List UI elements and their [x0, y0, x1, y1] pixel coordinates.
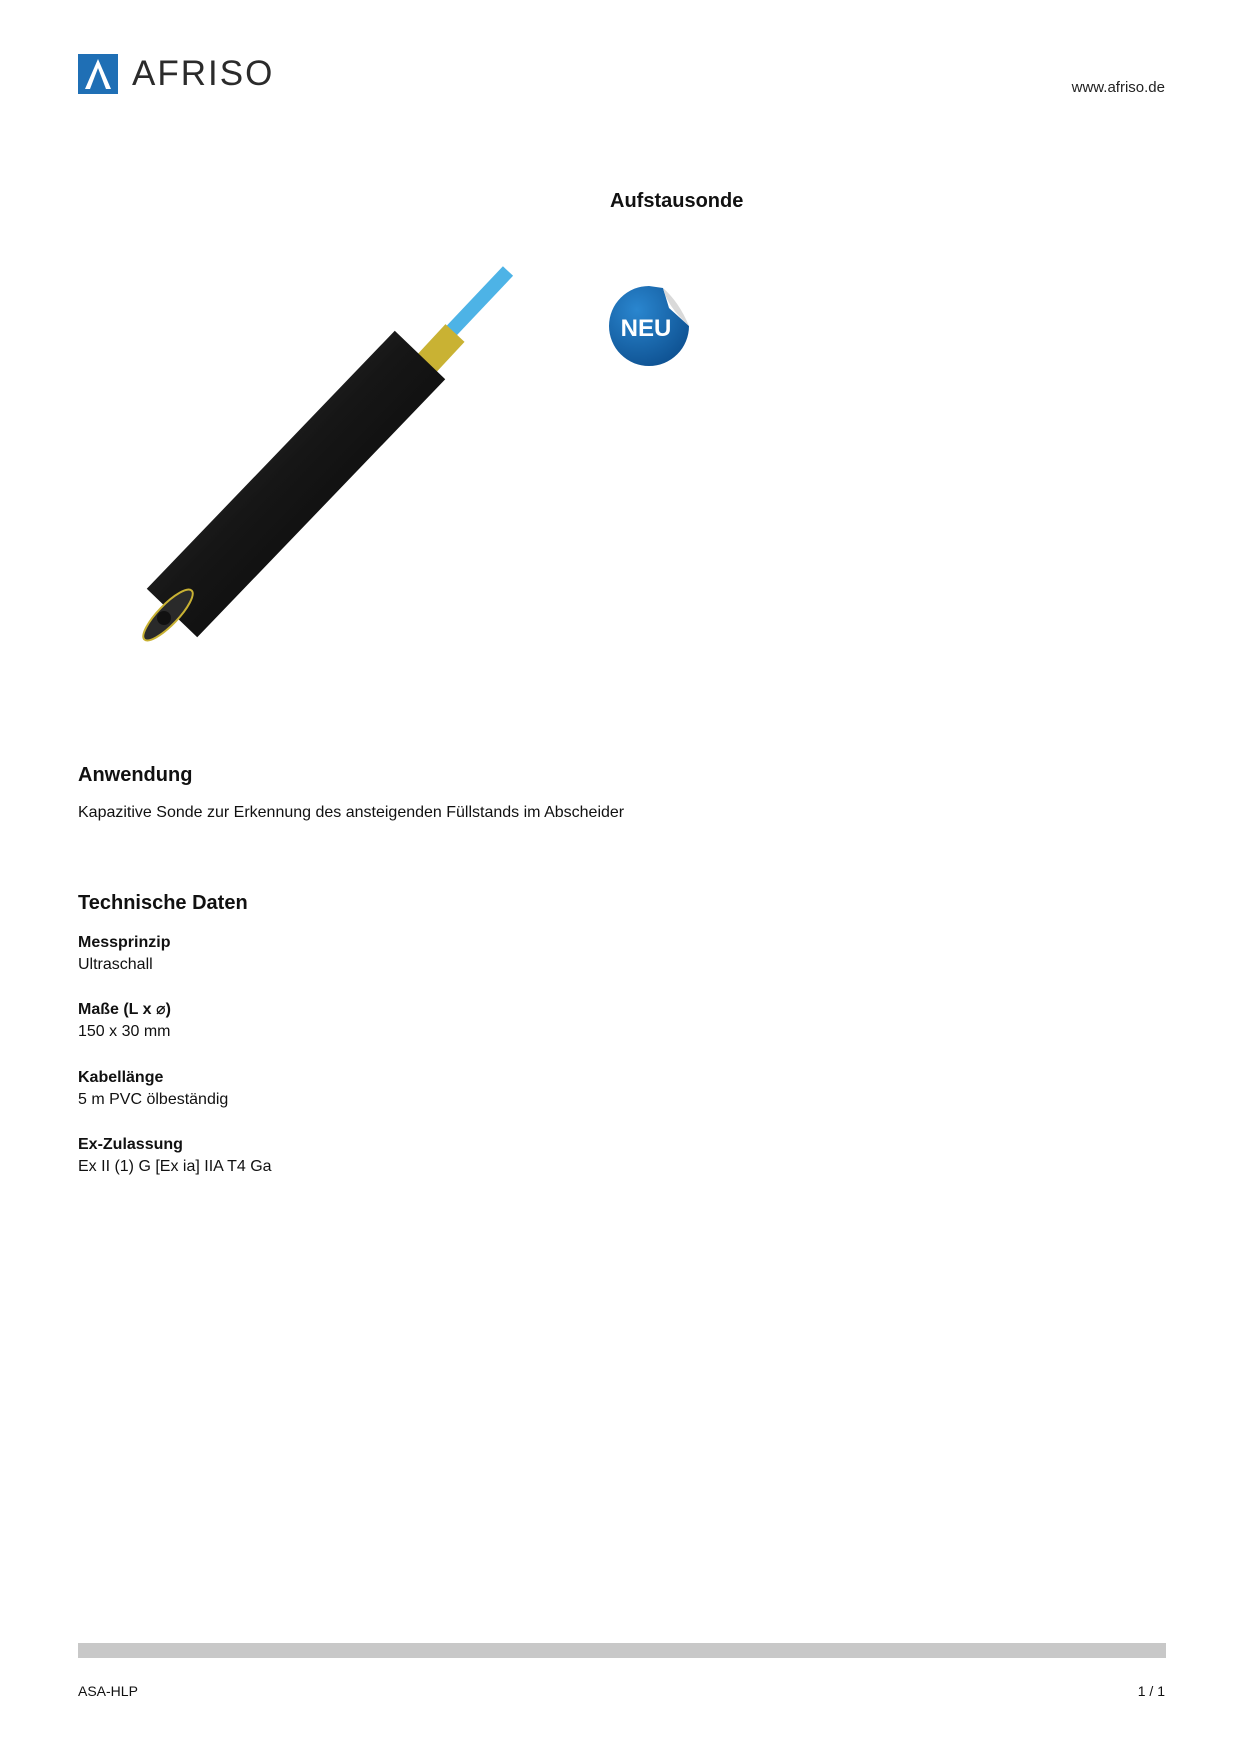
spec-label: Ex-Zulassung: [78, 1136, 183, 1153]
spec-value: Ultraschall: [78, 956, 153, 973]
technical-heading: Technische Daten: [78, 892, 248, 914]
spec-measuring-principle: [78, 932, 170, 976]
new-sticker-icon: [607, 284, 691, 368]
spec-value: Ex II (1) G [Ex ia] IIA T4 Ga: [78, 1158, 272, 1175]
footer-divider: [78, 1643, 1166, 1658]
spec-label: Kabellänge: [78, 1069, 164, 1086]
spec-value: 150 x 30 mm: [78, 1023, 171, 1040]
svg-text:NEU: NEU: [620, 315, 672, 342]
application-heading: Anwendung: [78, 764, 193, 786]
afriso-logo-icon: [78, 54, 118, 94]
spec-ex-approval: [78, 1134, 272, 1178]
spec-label: Messprinzip: [78, 934, 171, 951]
website-link[interactable]: www.afriso.de: [1071, 79, 1165, 96]
spec-value: 5 m PVC ölbeständig: [78, 1091, 229, 1108]
brand-logo: [78, 54, 274, 94]
probe-sensor-image: [120, 255, 540, 665]
application-text: Kapazitive Sonde zur Erkennung des ansteigenden Füllstands im Abscheider: [78, 804, 625, 821]
brand-name: AFRISO: [132, 54, 275, 93]
product-title: Aufstausonde: [610, 190, 744, 212]
spec-dimensions: [78, 999, 171, 1043]
page-number: 1 / 1: [1137, 1683, 1165, 1699]
spec-label: Maße (L x ⌀): [78, 1001, 171, 1018]
spec-cable-length: [78, 1067, 228, 1111]
new-badge: [607, 284, 691, 368]
document-id: ASA-HLP: [78, 1683, 138, 1699]
